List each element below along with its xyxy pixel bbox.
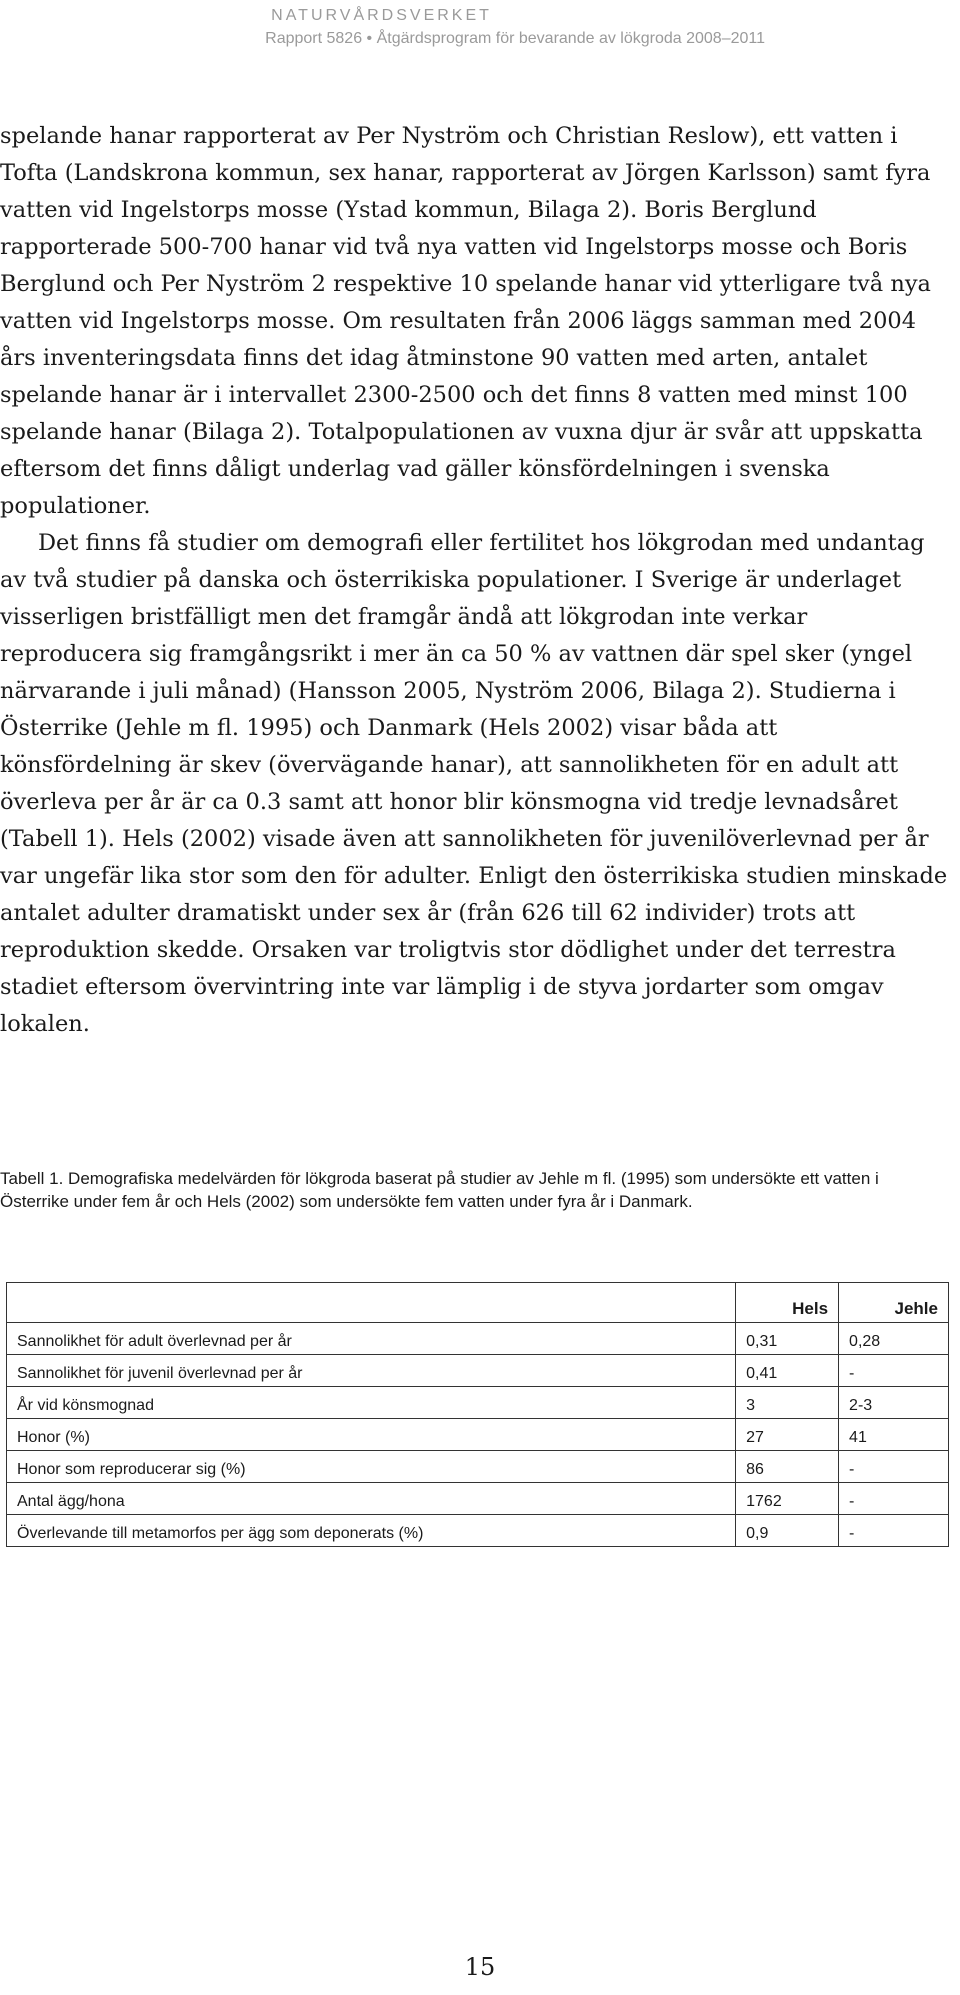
demography-table bbox=[6, 1282, 949, 1547]
header-hels: Hels bbox=[736, 1283, 839, 1323]
row-jehle: - bbox=[839, 1483, 949, 1515]
paragraph-1: spelande hanar rapporterat av Per Nyström och Christian Reslow), ett vatten i Tofta (Landskrona kommun, sex hanar, rapporterat av Jörgen Karlsson) samt fyra vatten vid Ingelstorps mosse (Ystad kommun, Bilaga 2). Boris Berglund rapporterade 500-700 hanar vid två nya vatten vid Ingelstorps mosse och Boris Berglund och Per Nyström 2 respektive 10 spelande hanar vid ytterligare två nya vatten vid Ingelstorps mosse. Om resultaten från 2006 läggs samman med 2004 års inventeringsdata finns det idag åtminstone 90 vatten med arten, antalet spelande hanar är i intervallet 2300-2500 och det finns 8 vatten med minst 100 spelande hanar (Bilaga 2). Totalpopulationen av vuxna djur är svår att uppskatta eftersom det finns dåligt underlag vad gäller könsfördelningen i svenska populationer. bbox=[0, 123, 931, 519]
row-jehle: - bbox=[839, 1515, 949, 1547]
organization-name: NATURVÅRDSVERKET bbox=[271, 7, 492, 24]
row-label: Sannolikhet för adult överlevnad per år bbox=[7, 1323, 736, 1355]
row-hels: 0,31 bbox=[736, 1323, 839, 1355]
row-hels: 1762 bbox=[736, 1483, 839, 1515]
table-caption: Tabell 1. Demografiska medelvärden för lökgroda baserat på studier av Jehle m fl. (1995) som undersökte ett vatten i Österrike under fem år och Hels (2002) som undersökte fem vatten under fyra år i Danmark. bbox=[0, 1169, 879, 1211]
table-row bbox=[7, 1387, 949, 1419]
row-hels: 27 bbox=[736, 1419, 839, 1451]
row-jehle: 2-3 bbox=[839, 1387, 949, 1419]
report-title: Rapport 5826 • Åtgärdsprogram för bevarande av lökgroda 2008–2011 bbox=[265, 30, 765, 47]
body-text bbox=[0, 118, 950, 1043]
row-label: Överlevande till metamorfos per ägg som deponerats (%) bbox=[7, 1515, 736, 1547]
table-row bbox=[7, 1483, 949, 1515]
running-header bbox=[265, 6, 765, 50]
row-jehle: 0,28 bbox=[839, 1323, 949, 1355]
table-header-row bbox=[7, 1283, 949, 1323]
row-hels: 3 bbox=[736, 1387, 839, 1419]
row-jehle: 41 bbox=[839, 1419, 949, 1451]
page-number: 15 bbox=[464, 1953, 496, 1981]
row-jehle: - bbox=[839, 1451, 949, 1483]
row-label: Honor som reproducerar sig (%) bbox=[7, 1451, 736, 1483]
header-label bbox=[7, 1283, 736, 1323]
header-jehle: Jehle bbox=[839, 1283, 949, 1323]
row-jehle: - bbox=[839, 1355, 949, 1387]
row-hels: 86 bbox=[736, 1451, 839, 1483]
table-row bbox=[7, 1451, 949, 1483]
row-label: Antal ägg/hona bbox=[7, 1483, 736, 1515]
table-row bbox=[7, 1355, 949, 1387]
table-row bbox=[7, 1419, 949, 1451]
row-label: Honor (%) bbox=[7, 1419, 736, 1451]
table-row bbox=[7, 1515, 949, 1547]
row-label: År vid könsmognad bbox=[7, 1387, 736, 1419]
table-row bbox=[7, 1323, 949, 1355]
row-hels: 0,41 bbox=[736, 1355, 839, 1387]
row-label: Sannolikhet för juvenil överlevnad per år bbox=[7, 1355, 736, 1387]
paragraph-2: Det finns få studier om demografi eller fertilitet hos lökgrodan med undantag av två studier på danska och österrikiska populationer. I Sverige är underlaget visserligen bristfälligt men det framgår ändå att lökgrodan inte verkar reproducera sig framgångsrikt i mer än ca 50 % av vattnen där spel sker (yngel närvarande i juli månad) (Hansson 2005, Nyström 2006, Bilaga 2). Studierna i Österrike (Jehle m fl. 1995) och Danmark (Hels 2002) visar båda att könsfördelning är skev (övervägande hanar), att sannolikheten för en adult att överleva per år är ca 0.3 samt att honor blir könsmogna vid tredje levnadsåret (Tabell 1). Hels (2002) visade även att sannolikheten för juvenilöverlevnad per år var ungefär lika stor som den för adulter. Enligt den österrikiska studien minskade antalet adulter dramatiskt under sex år (från 626 till 62 individer) trots att reproduktion skedde. Orsaken var troligtvis stor dödlighet under det terrestra stadiet eftersom övervintring inte var lämplig i de styva jordarter som omgav lokalen. bbox=[0, 530, 948, 1037]
row-hels: 0,9 bbox=[736, 1515, 839, 1547]
